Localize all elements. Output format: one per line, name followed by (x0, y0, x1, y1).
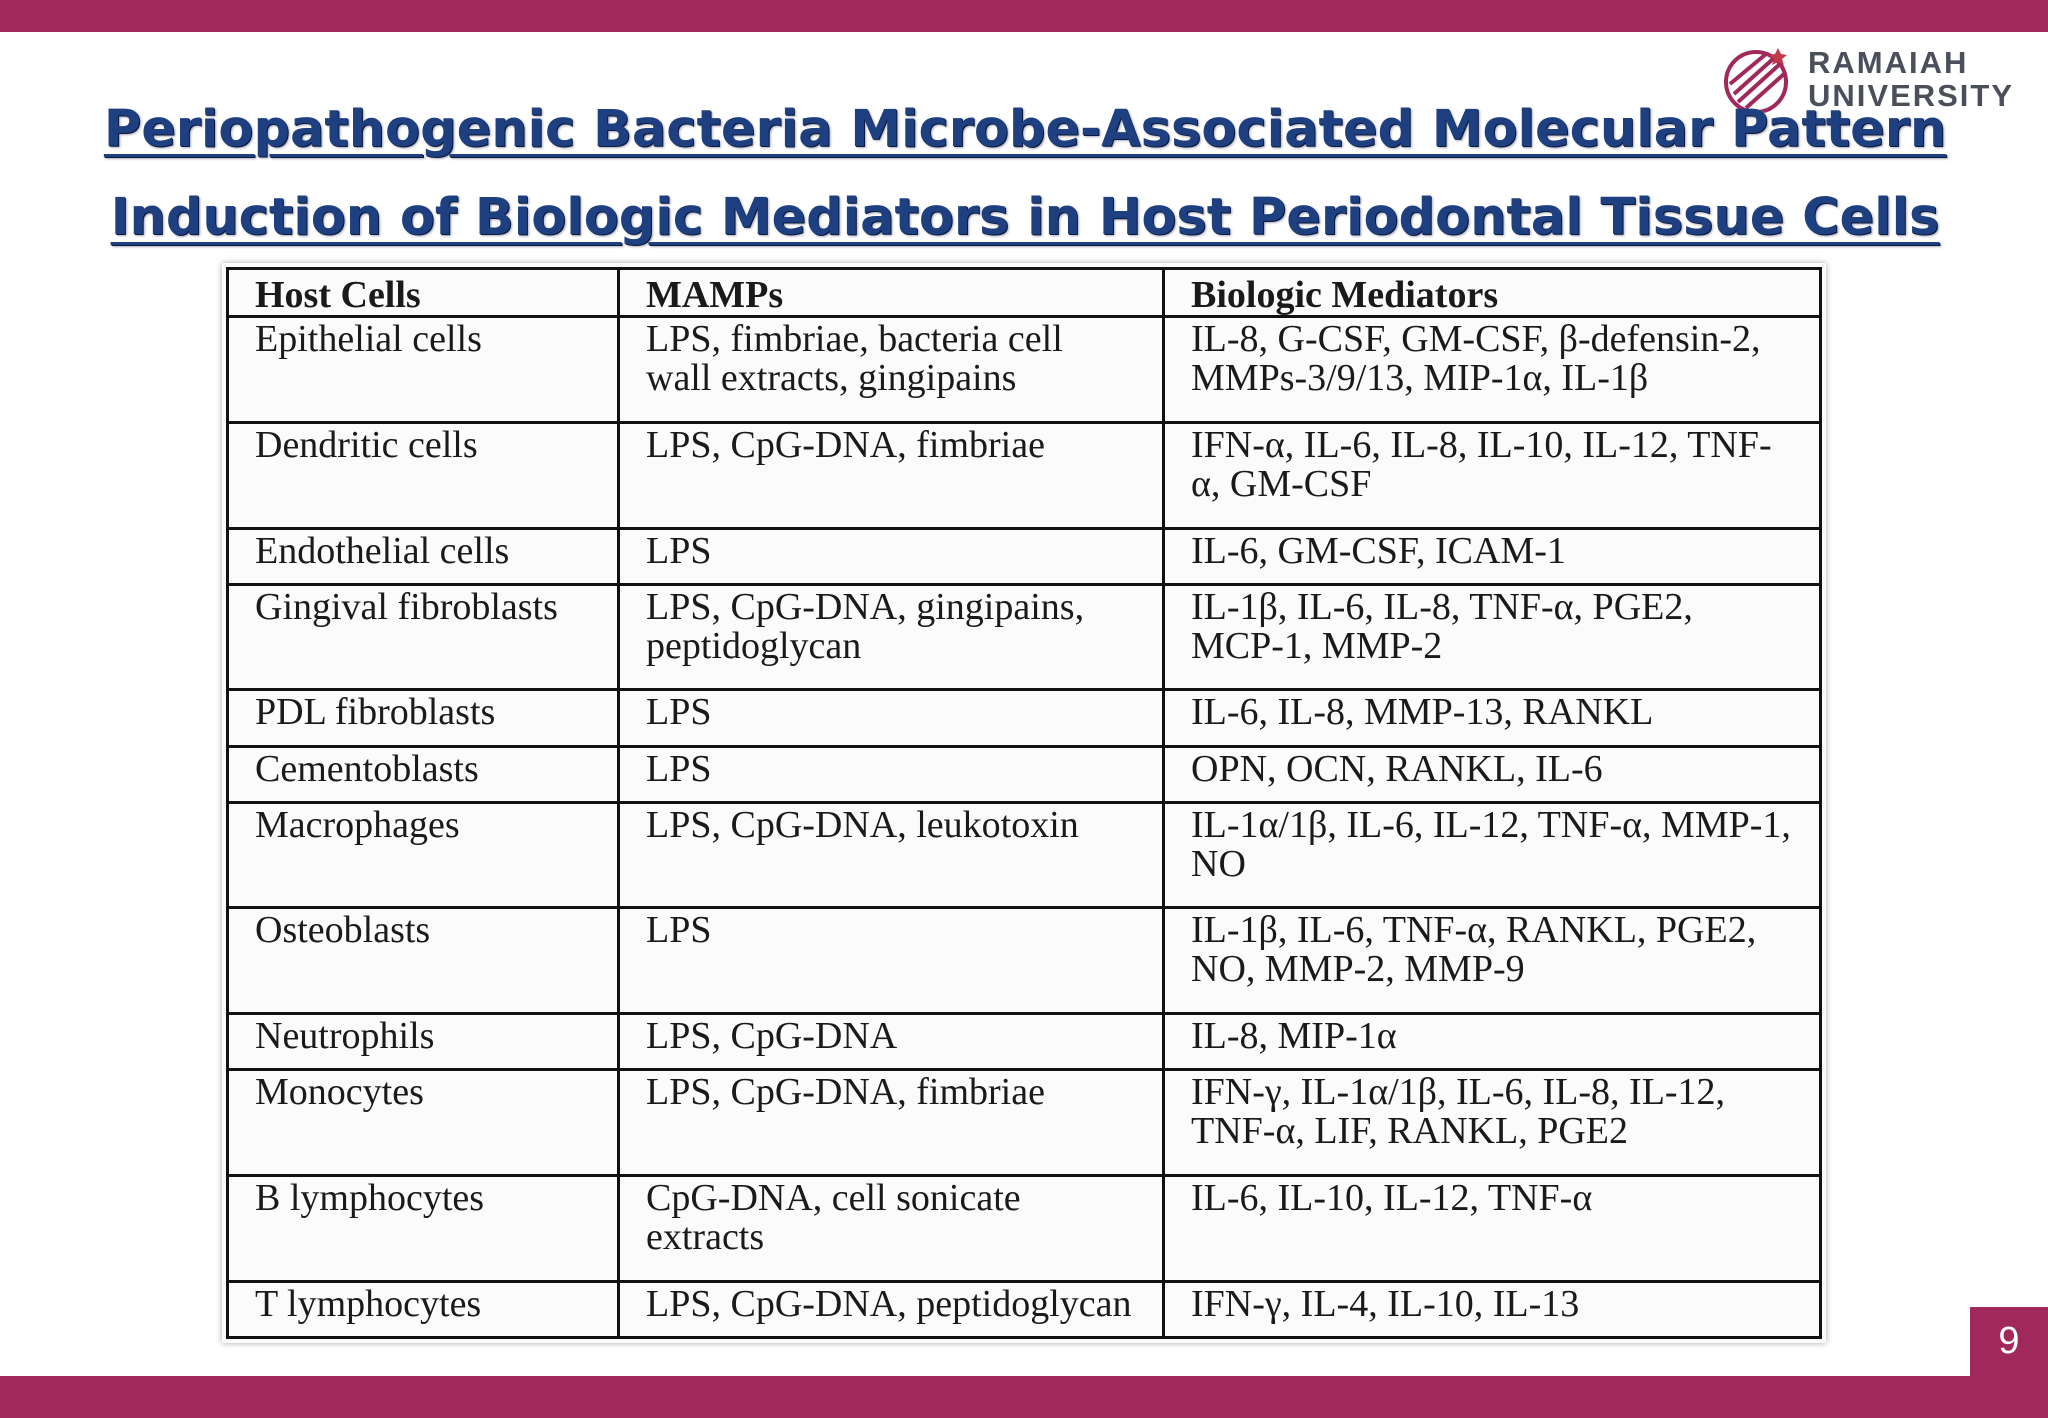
cell-mamps: LPS, CpG-DNA, fimbriae (619, 422, 1164, 528)
cell-mamps: CpG-DNA, cell sonicate extracts (619, 1176, 1164, 1282)
cell-host-cell: T lymphocytes (228, 1281, 619, 1337)
bottom-accent-bar (0, 1376, 2048, 1418)
cell-host-cell: Osteoblasts (228, 908, 619, 1014)
cell-mamps: LPS (619, 528, 1164, 584)
cell-mediators: IL-6, IL-10, IL-12, TNF-α (1164, 1176, 1821, 1282)
header-host-cells: Host Cells (228, 269, 619, 317)
slide-title (30, 86, 2020, 262)
cell-mediators: IL-1α/1β, IL-6, IL-12, TNF-α, MMP-1, NO (1164, 802, 1821, 908)
cell-mediators: OPN, OCN, RANKL, IL-6 (1164, 746, 1821, 802)
cell-mediators: IL-1β, IL-6, TNF-α, RANKL, PGE2, NO, MMP-2, MMP-9 (1164, 908, 1821, 1014)
cell-host-cell: Epithelial cells (228, 317, 619, 423)
cell-host-cell: Dendritic cells (228, 422, 619, 528)
cell-host-cell: Cementoblasts (228, 746, 619, 802)
cell-mamps: LPS, CpG-DNA, peptidoglycan (619, 1281, 1164, 1337)
title-line-1: Periopathogenic Bacteria Microbe-Associated Molecular Pattern (103, 100, 1947, 159)
cell-mamps: LPS, CpG-DNA, gingipains, peptidoglycan (619, 584, 1164, 690)
table-row (228, 422, 1821, 528)
table-row (228, 690, 1821, 746)
table-row (228, 528, 1821, 584)
table-header-row (228, 269, 1821, 317)
table-figure (222, 263, 1826, 1343)
table-row (228, 584, 1821, 690)
cell-host-cell: Neutrophils (228, 1014, 619, 1070)
cell-mamps: LPS, CpG-DNA, fimbriae (619, 1070, 1164, 1176)
cell-mediators: IL-6, GM-CSF, ICAM-1 (1164, 528, 1821, 584)
mediators-table (226, 267, 1822, 1339)
cell-mamps: LPS (619, 746, 1164, 802)
cell-mediators: IFN-α, IL-6, IL-8, IL-10, IL-12, TNF-α, GM-CSF (1164, 422, 1821, 528)
header-biologic-mediators: Biologic Mediators (1164, 269, 1821, 317)
table-row (228, 802, 1821, 908)
cell-mamps: LPS (619, 908, 1164, 1014)
cell-mamps: LPS, fimbriae, bacteria cell wall extracts, gingipains (619, 317, 1164, 423)
cell-mediators: IL-6, IL-8, MMP-13, RANKL (1164, 690, 1821, 746)
cell-host-cell: PDL fibroblasts (228, 690, 619, 746)
cell-mamps: LPS, CpG-DNA, leukotoxin (619, 802, 1164, 908)
top-accent-bar (0, 0, 2048, 32)
logo-line-1: RAMAIAH (1808, 45, 1969, 80)
page-number: 9 (1970, 1307, 2048, 1376)
logo-line-2: UNIVERSITY (1808, 78, 2015, 113)
table-row (228, 1014, 1821, 1070)
table-row (228, 317, 1821, 423)
cell-host-cell: Macrophages (228, 802, 619, 908)
cell-mamps: LPS (619, 690, 1164, 746)
cell-mediators: IL-8, MIP-1α (1164, 1014, 1821, 1070)
cell-mediators: IL-1β, IL-6, IL-8, TNF-α, PGE2, MCP-1, MMP-2 (1164, 584, 1821, 690)
cell-mamps: LPS, CpG-DNA (619, 1014, 1164, 1070)
header-mamps: MAMPs (619, 269, 1164, 317)
table-row (228, 746, 1821, 802)
cell-host-cell: Endothelial cells (228, 528, 619, 584)
cell-mediators: IL-8, G-CSF, GM-CSF, β-defensin-2, MMPs-3/9/13, MIP-1α, IL-1β (1164, 317, 1821, 423)
cell-host-cell: Monocytes (228, 1070, 619, 1176)
cell-host-cell: Gingival fibroblasts (228, 584, 619, 690)
cell-host-cell: B lymphocytes (228, 1176, 619, 1282)
cell-mediators: IFN-γ, IL-1α/1β, IL-6, IL-8, IL-12, TNF-α, LIF, RANKL, PGE2 (1164, 1070, 1821, 1176)
table-row (228, 1070, 1821, 1176)
table-row (228, 1176, 1821, 1282)
cell-mediators: IFN-γ, IL-4, IL-10, IL-13 (1164, 1281, 1821, 1337)
table-row (228, 908, 1821, 1014)
title-line-2: Induction of Biologic Mediators in Host Periodontal Tissue Cells (110, 188, 1940, 247)
table-row (228, 1281, 1821, 1337)
